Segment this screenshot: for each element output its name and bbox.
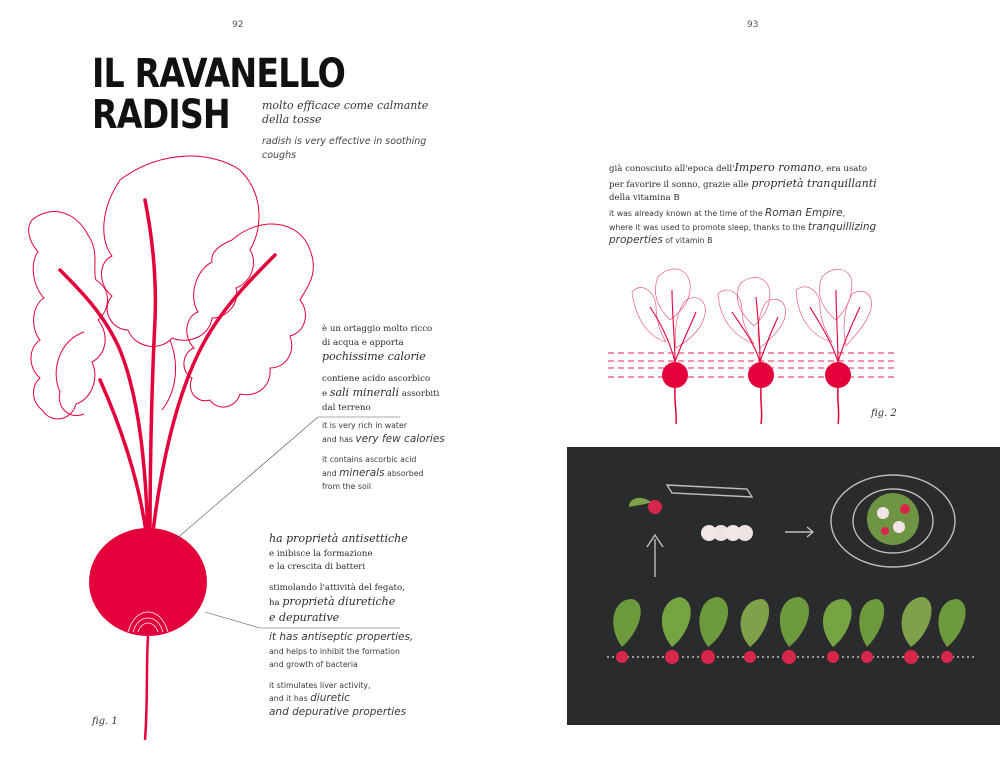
figure-2-label: fig. 2	[871, 408, 897, 419]
page-number-right: 93	[747, 20, 759, 30]
text-run: and helps to inhibit the formation	[269, 646, 400, 656]
mini-radish-2	[718, 277, 786, 424]
callout-water-it	[322, 323, 439, 415]
text-run: of vitamin B	[662, 236, 713, 245]
text-run: absorbed	[384, 468, 424, 478]
page-number-left: 92	[232, 20, 244, 30]
text-line	[322, 337, 439, 351]
text-line	[269, 582, 408, 596]
emphasis-text: tranquillizing	[807, 220, 877, 233]
text-line	[322, 467, 445, 481]
text-run: già conosciuto all'epoca dell'	[609, 164, 735, 174]
text-run: contiene acido ascorbico	[322, 373, 431, 384]
text-run: and it has	[269, 694, 311, 703]
emphasis-text: proprietà tranquillanti	[751, 176, 877, 190]
text-run: per favorire il sonno, grazie alle	[609, 179, 752, 190]
text-run: it contains ascorbic acid	[322, 455, 417, 464]
salad-bowl	[867, 493, 919, 545]
emphasis-text: it has antiseptic properties,	[269, 631, 414, 643]
subtitle-italian-line: molto efficace come calmante	[262, 99, 429, 112]
text-line	[322, 323, 439, 337]
subtitle-english-line: coughs	[262, 150, 297, 161]
text-line	[269, 548, 408, 562]
three-radishes-illustration	[600, 262, 900, 432]
text-run: , era usato	[820, 164, 868, 174]
text-run: from the soil	[322, 482, 372, 491]
text-line	[609, 234, 876, 248]
text-run: ha	[269, 598, 283, 608]
text-line	[269, 532, 408, 548]
callout-water-en	[322, 419, 445, 494]
title-italian: IL RAVANELLO	[92, 51, 346, 97]
emphasis-text: properties	[609, 234, 663, 246]
chalkboard-photo	[567, 447, 1000, 725]
text-run: where it was used to promote sleep, thanks to the	[609, 222, 808, 232]
text-run: it was already known at the time of the	[609, 209, 765, 218]
radish-leaves-outline	[29, 156, 314, 419]
text-run: e	[322, 389, 330, 399]
text-line	[322, 480, 445, 494]
text-line	[269, 679, 413, 693]
text-run: e la crescita di batteri	[269, 562, 366, 572]
text-run: di acqua e apporta	[322, 337, 404, 348]
emphasis-text: pochissime calorie	[322, 350, 426, 363]
text-line	[322, 453, 445, 467]
mini-radish-3	[796, 269, 872, 424]
emphasis-text: sali minerali	[329, 386, 399, 399]
text-run: ,	[842, 209, 846, 218]
text-line	[269, 611, 408, 627]
text-line	[609, 192, 877, 206]
radish-row	[613, 597, 965, 664]
text-line	[322, 402, 439, 416]
subtitle-english-line: radish is very effective in soothing	[262, 136, 427, 147]
text-run: it is very rich in water	[322, 421, 407, 430]
text-line	[322, 386, 439, 402]
emphasis-text: ha proprietà antisettiche	[269, 532, 408, 545]
text-line	[609, 161, 877, 177]
text-run: dal terreno	[322, 402, 371, 413]
text-run: della vitamina B	[609, 193, 680, 203]
text-run: and has	[322, 434, 356, 444]
text-run: assorbiti	[398, 389, 440, 399]
text-run: and	[322, 468, 340, 478]
emphasis-text: minerals	[339, 466, 385, 479]
text-run: it stimulates liver activity,	[269, 680, 371, 690]
chalkboard-drawing	[567, 447, 1000, 725]
text-line	[609, 221, 876, 235]
radish-bulb	[89, 528, 207, 636]
emphasis-text: and depurative properties	[269, 705, 407, 718]
mini-radish-1	[632, 269, 705, 424]
emphasis-text: Impero romano	[734, 161, 821, 174]
roman-empire-en	[609, 207, 876, 248]
text-line	[322, 350, 439, 366]
subtitle-italian-line: della tosse	[262, 113, 322, 126]
figure-1-label: fig. 1	[92, 716, 118, 727]
text-line	[322, 419, 445, 433]
emphasis-text: proprietà diuretiche	[282, 595, 396, 608]
text-line	[269, 631, 413, 645]
text-line	[269, 692, 413, 706]
text-line	[609, 177, 877, 193]
emphasis-text: Roman Empire	[764, 207, 843, 219]
callout-antiseptic-en	[269, 631, 413, 719]
text-line	[269, 706, 413, 720]
text-run: è un ortaggio molto ricco	[322, 324, 433, 334]
text-run: stimolando l'attività del fegato,	[269, 582, 405, 593]
text-line	[269, 658, 413, 672]
text-line	[269, 645, 413, 659]
text-line	[269, 595, 408, 611]
callout-antiseptic-it	[269, 532, 408, 626]
text-line	[609, 207, 876, 221]
text-run: and growth of bacteria	[269, 660, 358, 669]
emphasis-text: e depurative	[269, 610, 340, 624]
text-line	[322, 373, 439, 387]
title-english: RADISH	[92, 92, 230, 138]
emphasis-text: very few calories	[355, 432, 445, 445]
text-line	[322, 433, 445, 447]
emphasis-text: diuretic	[310, 692, 350, 704]
radish-stems	[60, 200, 275, 540]
roman-empire-it	[609, 161, 877, 206]
text-run: e inibisce la formazione	[269, 548, 373, 559]
text-line	[269, 561, 408, 575]
radish-root	[145, 636, 148, 740]
